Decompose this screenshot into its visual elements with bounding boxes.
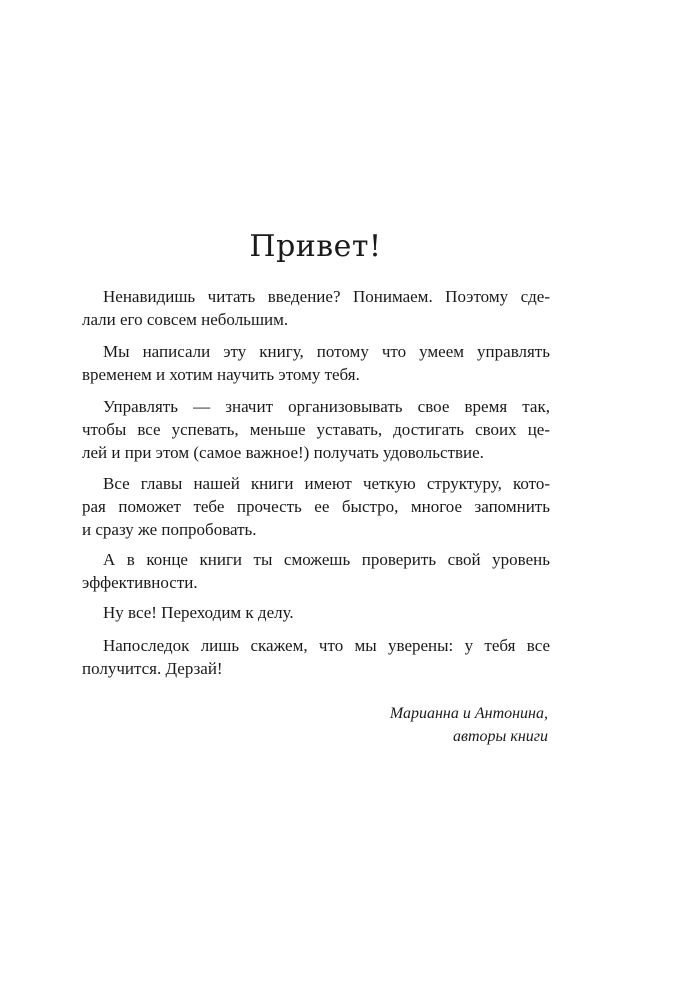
text-line: Ненавидишь читать введение? Понимаем. Поэтому сде- xyxy=(103,287,550,306)
paragraph xyxy=(82,340,550,386)
paragraph xyxy=(82,395,550,464)
text-line: А в конце книги ты сможешь проверить свой уровень xyxy=(103,550,550,569)
page-title: Привет! xyxy=(249,229,382,264)
paragraph xyxy=(82,548,550,594)
text-line: Все главы нашей книги имеют четкую структуру, кото- xyxy=(103,474,550,493)
text-line: эффективности. xyxy=(82,573,198,592)
text-line: лали его совсем небольшим. xyxy=(82,310,289,329)
text-line: временем и хотим научить этому тебя. xyxy=(82,365,360,384)
text-line: Управлять — значит организовывать свое время так, xyxy=(103,397,550,416)
text-line: лей и при этом (самое важное!) получать удовольствие. xyxy=(82,443,484,462)
text-line: получится. Дерзай! xyxy=(82,659,223,678)
paragraph xyxy=(82,472,550,541)
authors-signature xyxy=(390,702,548,748)
text-line: и сразу же попробовать. xyxy=(82,520,257,539)
paragraph xyxy=(82,634,550,680)
paragraph xyxy=(82,601,550,624)
text-line: Мы написали эту книгу, потому что умеем управлять xyxy=(103,342,550,361)
signature-role: авторы книги xyxy=(453,728,548,745)
paragraph xyxy=(82,285,550,331)
text-line: Напоследок лишь скажем, что мы уверены: у тебя все xyxy=(103,636,550,655)
text-line: чтобы все успевать, меньше уставать, достигать своих це- xyxy=(82,420,550,439)
signature-names: Марианна и Антонина, xyxy=(389,705,548,722)
text-line: Ну все! Переходим к делу. xyxy=(103,603,294,622)
text-line: рая поможет тебе прочесть ее быстро, многое запомнить xyxy=(82,497,550,516)
